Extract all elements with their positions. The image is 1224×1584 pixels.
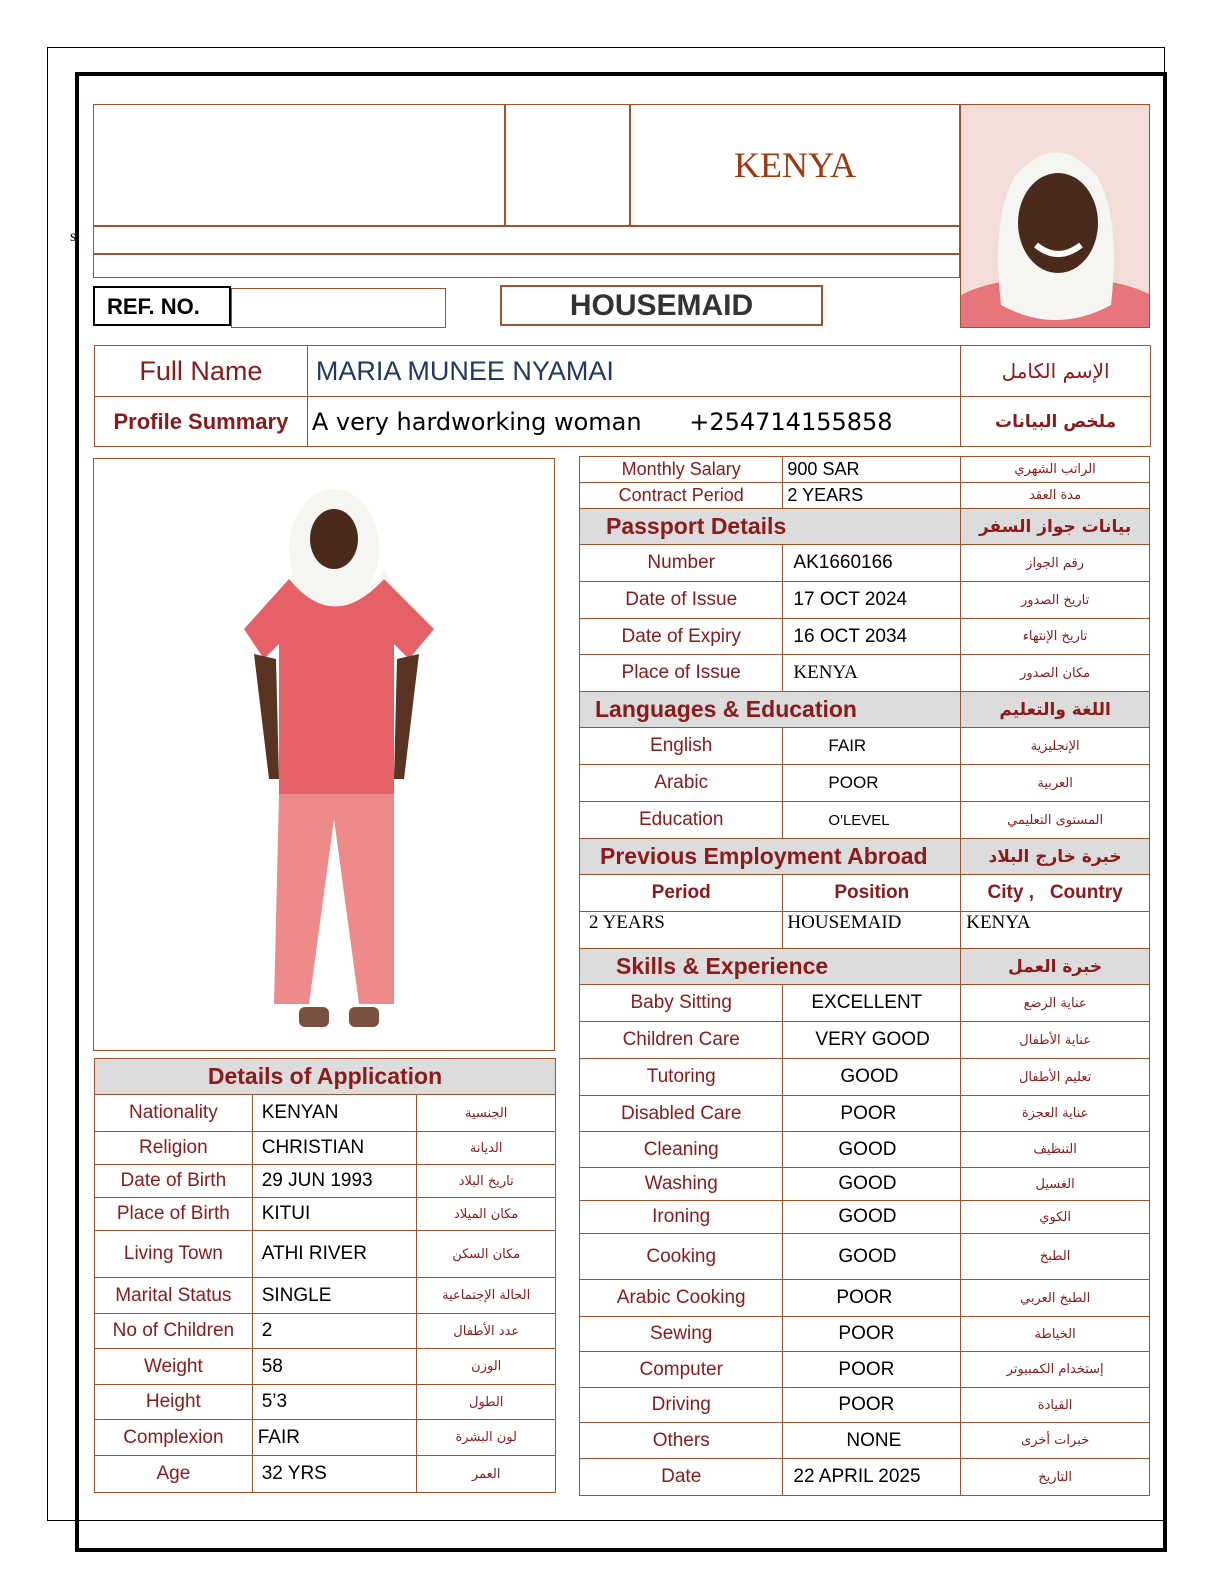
languages-title-ar: اللغة والتعليم — [961, 692, 1150, 728]
passport-value: AK1660166 — [783, 545, 961, 582]
header-blank-row1 — [93, 226, 960, 254]
detail-label: Nationality — [95, 1095, 253, 1132]
detail-ar: الحالة الإجتماعية — [417, 1278, 556, 1314]
passport-label: Date of Expiry — [580, 619, 783, 655]
skill-ar: تعليم الأطفال — [961, 1059, 1150, 1096]
detail-ar: الوزن — [417, 1349, 556, 1385]
detail-value: SINGLE — [252, 1278, 417, 1314]
language-value: POOR — [783, 765, 961, 802]
skill-label: Others — [580, 1423, 783, 1459]
skill-value: GOOD — [783, 1168, 961, 1201]
passport-title-ar: بيانات جواز السفر — [961, 509, 1150, 545]
language-label: English — [580, 728, 783, 765]
header-blank-row2 — [93, 254, 960, 278]
passport-ar: مكان الصدور — [961, 655, 1150, 692]
skill-ar: التاريخ — [961, 1459, 1150, 1496]
detail-ar: الطول — [417, 1385, 556, 1420]
passport-ar: رقم الجواز — [961, 545, 1150, 582]
skill-ar: القيادة — [961, 1388, 1150, 1423]
skill-label: Date — [580, 1459, 783, 1496]
skill-ar: إستخدام الكمبيوتر — [961, 1352, 1150, 1388]
stray-mark: s — [70, 228, 77, 245]
details-title: Details of Application — [95, 1059, 556, 1095]
skill-label: Cooking — [580, 1234, 783, 1280]
language-value: FAIR — [783, 728, 961, 765]
skill-label: Ironing — [580, 1201, 783, 1234]
skill-label: Tutoring — [580, 1059, 783, 1096]
contract-ar: الراتب الشهري — [961, 457, 1150, 483]
profile-summary-text: A very hardworking woman — [311, 407, 642, 436]
employment-period: 2 YEARS — [580, 912, 783, 949]
language-value: O'LEVEL — [783, 802, 961, 839]
employment-header-position: Position — [783, 875, 961, 912]
skill-label: Children Care — [580, 1022, 783, 1059]
skills-title-ar: خبرة العمل — [961, 949, 1150, 985]
skill-value: GOOD — [783, 1132, 961, 1168]
detail-value: 29 JUN 1993 — [252, 1165, 417, 1198]
ref-no-label: REF. NO. — [93, 286, 231, 326]
detail-ar: الجنسية — [417, 1095, 556, 1132]
detail-ar: العمر — [417, 1456, 556, 1493]
detail-value: FAIR — [252, 1420, 417, 1456]
full-body-photo — [93, 458, 555, 1051]
detail-ar: الديانة — [417, 1132, 556, 1165]
detail-ar: لون البشرة — [417, 1420, 556, 1456]
skill-value: GOOD — [783, 1059, 961, 1096]
job-title: HOUSEMAID — [500, 285, 823, 326]
header-blank-left — [93, 104, 505, 226]
header-blank-mid — [505, 104, 630, 226]
detail-ar: مكان الميلاد — [417, 1198, 556, 1231]
passport-title: Passport Details — [580, 509, 961, 545]
detail-label: Date of Birth — [95, 1165, 253, 1198]
country-title: KENYA — [630, 104, 960, 226]
detail-value: 2 — [252, 1314, 417, 1349]
employment-header-location: City , Country — [961, 875, 1150, 912]
right-info-table — [579, 456, 1150, 1496]
skill-value: GOOD — [783, 1201, 961, 1234]
detail-label: Age — [95, 1456, 253, 1493]
detail-label: Living Town — [95, 1231, 253, 1278]
skill-label: Baby Sitting — [580, 985, 783, 1022]
detail-value: 32 YRS — [252, 1456, 417, 1493]
skill-value: POOR — [783, 1317, 961, 1352]
detail-value: KITUI — [252, 1198, 417, 1231]
skill-value: 22 APRIL 2025 — [783, 1459, 961, 1496]
detail-ar: مكان السكن — [417, 1231, 556, 1278]
detail-label: Height — [95, 1385, 253, 1420]
passport-label: Number — [580, 545, 783, 582]
passport-ar: تاريخ الإنتهاء — [961, 619, 1150, 655]
profile-table — [94, 345, 1151, 447]
detail-label: Complexion — [95, 1420, 253, 1456]
skill-ar: الطبخ — [961, 1234, 1150, 1280]
language-ar: العربية — [961, 765, 1150, 802]
skill-label: Arabic Cooking — [580, 1280, 783, 1317]
portrait-photo — [960, 104, 1150, 328]
details-table — [94, 1058, 556, 1493]
detail-label: Place of Birth — [95, 1198, 253, 1231]
skill-value: POOR — [783, 1388, 961, 1423]
employment-position: HOUSEMAID — [783, 912, 961, 949]
skill-ar: التنظيف — [961, 1132, 1150, 1168]
detail-value: CHRISTIAN — [252, 1132, 417, 1165]
skill-ar: الغسيل — [961, 1168, 1150, 1201]
employment-country: KENYA — [961, 912, 1150, 949]
detail-value: ATHI RIVER — [252, 1231, 417, 1278]
language-label: Education — [580, 802, 783, 839]
employment-title-ar: خبرة خارج البلاد — [961, 839, 1150, 875]
passport-value: 16 OCT 2034 — [783, 619, 961, 655]
contract-label: Contract Period — [580, 483, 783, 509]
phone-number: +254714155858 — [689, 407, 893, 436]
skill-label: Washing — [580, 1168, 783, 1201]
skill-ar: عناية العجزة — [961, 1096, 1150, 1132]
skill-label: Cleaning — [580, 1132, 783, 1168]
detail-label: Weight — [95, 1349, 253, 1385]
passport-label: Place of Issue — [580, 655, 783, 692]
skill-ar: الطبخ العربي — [961, 1280, 1150, 1317]
skill-ar: عناية الرضع — [961, 985, 1150, 1022]
skill-label: Computer — [580, 1352, 783, 1388]
employment-title: Previous Employment Abroad — [580, 839, 961, 875]
detail-value: KENYAN — [252, 1095, 417, 1132]
employment-header-period: Period — [580, 875, 783, 912]
detail-label: Religion — [95, 1132, 253, 1165]
language-label: Arabic — [580, 765, 783, 802]
contract-value: 2 YEARS — [783, 483, 961, 509]
skill-value: POOR — [783, 1096, 961, 1132]
skill-ar: الخياطة — [961, 1317, 1150, 1352]
contract-ar: مدة العقد — [961, 483, 1150, 509]
skill-label: Disabled Care — [580, 1096, 783, 1132]
detail-ar: عدد الأطفال — [417, 1314, 556, 1349]
skill-value: EXCELLENT — [783, 985, 961, 1022]
detail-label: Marital Status — [95, 1278, 253, 1314]
skill-value: VERY GOOD — [783, 1022, 961, 1059]
detail-label: No of Children — [95, 1314, 253, 1349]
language-ar: الإنجليزية — [961, 728, 1150, 765]
profile-summary-label: Profile Summary — [95, 397, 308, 447]
ref-no-field — [231, 288, 446, 328]
skill-value: GOOD — [783, 1234, 961, 1280]
skill-ar: عناية الأطفال — [961, 1022, 1150, 1059]
detail-value: 58 — [252, 1349, 417, 1385]
contract-label: Monthly Salary — [580, 457, 783, 483]
skills-title: Skills & Experience — [580, 949, 961, 985]
languages-title: Languages & Education — [580, 692, 961, 728]
passport-value: 17 OCT 2024 — [783, 582, 961, 619]
passport-value: KENYA — [783, 655, 961, 692]
skill-value: POOR — [783, 1352, 961, 1388]
full-name-ar: الإسم الكامل — [961, 346, 1151, 397]
skill-ar: الكوي — [961, 1201, 1150, 1234]
detail-value: 5’3 — [252, 1385, 417, 1420]
profile-summary-ar: ملخص البيانات — [961, 397, 1151, 447]
language-ar: المستوى التعليمي — [961, 802, 1150, 839]
passport-label: Date of Issue — [580, 582, 783, 619]
full-name-label: Full Name — [95, 346, 308, 397]
full-name-value: MARIA MUNEE NYAMAI — [307, 346, 960, 397]
skill-value: POOR — [783, 1280, 961, 1317]
skill-ar: خبرات أخرى — [961, 1423, 1150, 1459]
skill-label: Sewing — [580, 1317, 783, 1352]
passport-ar: تاريخ الصدور — [961, 582, 1150, 619]
contract-value: 900 SAR — [783, 457, 961, 483]
skill-value: NONE — [783, 1423, 961, 1459]
skill-label: Driving — [580, 1388, 783, 1423]
detail-ar: تاريخ البلاد — [417, 1165, 556, 1198]
